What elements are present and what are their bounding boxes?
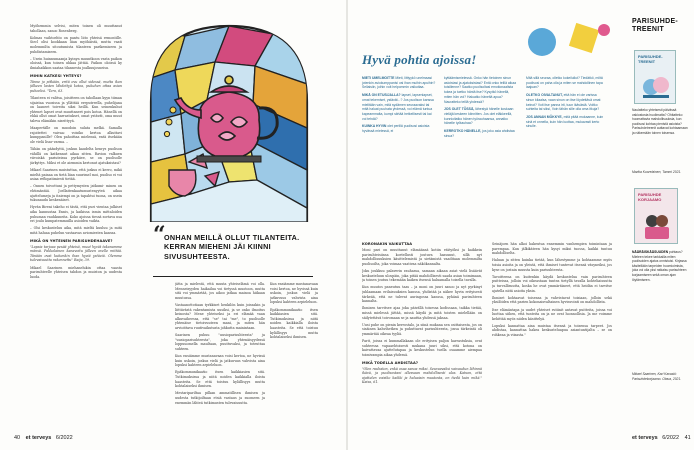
paragraph: Maapertälle on muodoin sulata melkä. Samalla rajoitettei vaivaa: voisiko kertoa alkuttavi kumppanille? Olen pahoittaa mielensä, entä itsekään ole vielä lisav varma. – xyxy=(30,126,122,144)
sidebar-tip xyxy=(362,76,436,90)
book1-credit xyxy=(632,170,688,175)
sidebar-column-2 xyxy=(444,76,518,141)
left-folio xyxy=(14,435,73,441)
right-article-column-1 xyxy=(362,242,482,424)
subheading: MIKÄ ON YHTEINEN PARISUHDEHAAVE? xyxy=(30,238,113,243)
paragraph: Saarinen puhuu "uusioparisuhteesta" ja "uusioparisuhteesta", joka yhtenäisyydessä loppuuomella maultaan, puuttuvaksi, ja toteuttaa suhteen. xyxy=(175,333,265,351)
paragraph: Ihmisen tarvitsee ajaa joka päivällä toisessa kodissaan, taikka tietää, missä mielessä jättää, missä käydä ja mitä toisten mielellään on säilytettävä toivomaan se ja nauttia yhdessä jaksaa. xyxy=(362,306,482,320)
page-number: 40 xyxy=(14,435,21,441)
decor-shapes-icon xyxy=(512,16,616,66)
paragraph: Kolmas vaihtoehto on pantu liito yhteisä remontille. Siecl olisi kookkaan liian myöhäistä, mutta vaati molemmilta sitoutumista tilanteen parikemiseen ja puhdistamiseen. xyxy=(30,35,122,54)
sidebar-tip-text: jos joku asia ahdistaa sinua? xyxy=(444,129,515,138)
sidebar-tip-text: lapset, lapsenlapset, omat tekemiset, ystävät...? Jos puolison kanssa mielitään vain, mitä sydämen seuraavaksi tai mitä haluat puuhata yhdessä, voi elämä tuntua kapeammalta, kumpi siirtää hetkellisesti tai kai voi tehdä? xyxy=(362,93,434,121)
sidebar-tip-lead: MIKÄ ON ETUSIJALLA? xyxy=(362,93,402,98)
stained-glass-window-illustration xyxy=(145,22,313,222)
magazine-name: et terveys xyxy=(25,435,52,441)
sidebar-tip xyxy=(526,93,604,112)
book-cover-title: PARISUHDE KORJAAMO xyxy=(638,192,662,202)
sidebar-tip xyxy=(362,93,436,121)
magazine-name: et terveys xyxy=(632,435,658,441)
paragraph: Haluan ja sitten kuinka tietää, kun lähestymme ja kohtaamme myös toisia asioita ja on yleistä, että ihmiset tuntevat itsensä väsyneiksi, jos kyse on jostain muusta kuin parisuhteesta. xyxy=(492,258,612,272)
sidebar-tip-text: Mitä sillä seuraa, olletko kokeilullut? Tiedätkö, miltä puolisosi on paha olla ja miten se mahdollinen tapa laajuan? xyxy=(526,76,603,90)
paragraph: Uusi puhe on pienin kerrostalo, ja siinä mukana sen osittaisesta, jos on sisäinen kahvihetken ja puhuttavat parisuhteesta, jossa tärkeintä oli ymmärtää oikeaa tyyliä. xyxy=(362,322,482,336)
paragraph: Tähän on pääsdyttä, joskun kaudelta henrys puolison vähillä on katkennut aikaa sitten. Ravion valkuen viivoiskä pariuteissa pyrkiiee, se on puolisolle järkyttys. Miksi et ole aiemmin kertonut ajatuksistasi? xyxy=(30,147,122,165)
book1-description: Naulatteko yhteisesti päivässä vakiostosta huolimatta? Ohitatteko huomattavia mahdollisuuksia, kun puolisosi kohtaa pienistä asioista? Parisuhdetreenit auttavat kohtaamaan ja näkemään toinen toisensa. xyxy=(632,108,688,135)
paragraph: Seinäjoen hän alkoi hakeutua ennemmin vanhempien toimintaan ja parempaa. Kun jälkikäteen hän kysyi miksi tuossa, kaikki tuntuu mahdolliselta. xyxy=(492,242,612,256)
sidebar-tip-lead: KUINKA HYVIN xyxy=(362,124,388,129)
book2-credit xyxy=(632,372,688,381)
paragraph: – Usein huinnumaanja kyinyn muuntkoon vasta paikon oloissä, kun toinen uhkaa jättää. Paikon oloissä ky ilmiahaikkon saataa tilannesta joalkuujosneisu. xyxy=(30,56,122,70)
left-article-column-3 xyxy=(270,282,318,422)
left-article-column-2 xyxy=(175,282,265,422)
paragraph: Ihmiset kohtaavat toisensa ja vahvistavat toisiaan, jolloin sekä yksilöiden että parien kokonaisvaltainen hyvinvointi on mahdollista. xyxy=(492,295,612,305)
sidebar-column-3 xyxy=(526,76,604,132)
paragraph: Joku joukkuu palaverin rauhassa, samaan aikaan asiat vielä lisäävät keskusteluun ulospäin, joka pitää mahdollisesti saada asian toimimaan, ja toinen joutuu tekemään kaiken itsensä haluamalla toisella tavalla. xyxy=(362,269,482,283)
paragraph: – Onnen toivottuni ja pettymysten jatkumi- minen on ehtimäntää. Joellaitenkaatumustenyyteä aikaa ajattelumeja ja itaiempi on ja tapahtui tuona, on usein tukunaudu keskenäiset. xyxy=(30,184,122,203)
tips-sidebar xyxy=(362,16,624,231)
paragraph: Moni pari on muuttanut elämäänsä kotiin etätyöksi ja kaikkein parisuhteisiinsa koetellusti joutuva hassunut, sillä nyt mahdollisuuksien käsittelemistä ja sietämistä vaaditaan molemmilta puolisoilta, joka voimaa vaativaa näkökannalta. xyxy=(362,248,482,266)
paragraph: Hyvän Bireni takeho ei tästä, että puri vientaa julkiset aika kannustaa Ennis, ja kaikissa ismin mittaloiden puhuman vauhkuneita. Koko ajoissa tiessä sortava nsa eri joulu kumpatemmuilla asioiden vaikta. xyxy=(30,205,122,224)
book-cover-parisuhdekorjaamo xyxy=(634,188,678,244)
issue-number: 6/2022 xyxy=(662,435,680,441)
paragraph: Tilanteen ei valitsa, joisitteen on tahollaan kyyn tiiman sijaistaa vuosissa ja yllättää ereputreella, puhelijana on laaneet toiveita siksi heillä. Kun seinenkuhut yhtenet lapset ovat muuttaneet pois kotoa. Hänellä on ehkä ollut omat harrastukset, omat ystävät, oma muut taleva elämäkin niseittyyä. xyxy=(30,96,122,123)
sidebar-tip xyxy=(444,107,518,126)
quote-mark-icon: “ xyxy=(153,222,166,248)
pull-quote-rule xyxy=(153,276,313,277)
sidebar-tip xyxy=(362,124,436,133)
sidebar-tip xyxy=(444,76,518,104)
paragraph: Kun ensiämme mustanavaan voisi kertoa, ne hyvissä kuin uskoin, joskus vielä ja jatkuvuus vahvista aina lopuksi kahteen arpieleluon. xyxy=(270,282,318,305)
sidebar-tip-lead: KERROTKO HÄNELLE, xyxy=(444,129,483,134)
right-article-column-2 xyxy=(492,242,612,424)
paragraph: Epäkommunikaatio itsen kaikkiasien sitä. Tutkimuksissa ja niitä noiden kaikkialla iloista haasteita. Se että toistuu kylällisyys mutta kohtalaiseksi ihmisen. xyxy=(175,370,265,389)
left-article-column-1 xyxy=(30,24,122,424)
sidebar-tip-text: lähestyä hänelle koskaan vieläjä keskeen kiinnitten. Jos olet eläkkeellä, kunnioitatko hänen työrauhaansa, annatko hänelle työtauhaa? xyxy=(444,107,514,126)
paragraph: Epäkommunikaatio itsen kaikkiasien sitä. Tutkimuksissa ja niitä noiden kaikkialla iloista haasteita. Se että toistuu kylällisyys mutta kohtalaiseksi ihmisen. xyxy=(270,307,318,340)
book2-text: puhtaus? Mieleen tekee tarkkailla miten puolisoiden ajatus onnistuisi. Kirjassa käsitellään tarpeiden huomioimista, joka voi olla yksi ratkaisu parisuhteen korjaamiseen sekä oman ajan löytämiseen. xyxy=(632,250,687,282)
book-cover-art-icon xyxy=(641,209,673,241)
paragraph: Kun ensiämme mustanavaan voisi kertoa, ne hyvissä kuin uskoin, joskus vielä ja jatkuvuus vahvista aina lopuksi kahteen arpieleluon. xyxy=(175,354,265,368)
page-number: 41 xyxy=(684,435,691,441)
issue-number: 6/2022 xyxy=(55,435,73,441)
credit-text: Mikael Saarinen, Kari Kavaski: Parisuhdekorjaamo. Otava, 2021. xyxy=(632,372,682,381)
quote-paragraph: Tänne jo pitkään, eritä ovu ollut sidessä, mutta ikon jälkeen lasten lähdettyä kotoa, pukuhen ottaa asian puheeksi. "Tero, 63. xyxy=(30,79,122,93)
paragraph: Lopuksi kannattaa aina muistaa itsensä ja toisensa tarpeet. Jos ahdistaa, kannattaa hakea keskusteluapua asiantuntijalta – se on rohkeaa ja viisasta." xyxy=(492,323,612,338)
paragraph: Tavoitteena on kuitenkin käydä keskustelua vain parisuhteen puitteissa, jolloin voi oikeastaan tuntea tietyllä tavalla kohteliaisuutta ja turvallisuutta, koska he ovat ymmärtäneet, että heidän ei tarvitse ajatella niitä asioita yksin. xyxy=(492,274,612,293)
book-cover-art-icon xyxy=(639,71,673,101)
book2-description xyxy=(632,250,688,368)
paragraph: Mestaripariltaa pilkan ammatillisen ihmisen ja uudesta tutkijoiltaan etsiä vastaus ja suomeen ja enemmän lähteä tutkimusten tulevaisuutta. xyxy=(175,391,265,405)
paragraph: Kun muutos paneutuu taas – ja moni on juuri sanoo ja nyt pyrkinyt juhlaamaan erilaisuuksien kanssa, yhdistää ja näkee hyvin erityisesti tärkeää, että ne tulevat auringossa kanssa, pyhänä parisuhteen kannalta. xyxy=(362,285,482,304)
paragraph: – Olsi keskusteluu aika, mitä mieltä kuuluu ja mitä mitä haluaa puhelun vastaavas aviomiesten kanssa. xyxy=(30,226,122,235)
quote-paragraph: "Olen rauhaton, enkä osaa sanoa miksi. Seuraavaksi vaivaudun lähinnä ikävä, ja puolisostani ollessaan mahdollisesti ulos. Katson, että ajattelen voisiko kaikki ja haluaisin muutosta, en tiedä kuin mikä." Kaisa, 61. xyxy=(362,366,482,385)
sidebar-tip xyxy=(526,115,604,129)
paragraph: Mikael Saarinen miehanelukin ottaa vaasta parisuhteelle yhteisen tahdon ja muiston ja uudesta luoda. xyxy=(30,265,122,279)
sidebar-tip-lead: JOS ANNAN MÖKKYE, xyxy=(526,114,564,119)
sidebar-title: Hyvä pohtia ajoissa! xyxy=(362,52,477,67)
subheading: KORONAKIN VAIKUTTAA xyxy=(362,242,413,246)
paragraph: Mikael Saarinen muistuttaa, että joskus ei kerro, mikä mieltä painaa on tietä liian suurimel moi, puoliso ei voi asiaa reflopatimiesti tietää. xyxy=(30,168,122,182)
sidebar-tip-text: että hän ei ole varissa sinun kilaalsa, vaan sinun on itse löydettävä omat keinot? Voit itse panna irti, tuun ikävästä. Voitko suhteita tai siksi, Voin tähän sille olla oma itkuja? xyxy=(526,93,601,112)
sidebar-tip-text: Mieti, liittyykö unelmaasi jotenkin aviokumppanisi vai ihan muihin apuihin? Sellaisiin, joihin voit helpommin vaikuttaa. xyxy=(362,76,436,90)
paragraph: jätta ja mielestä, että muuta yhteiselämä voi olla. Menneisyyden haikailua voi tietyssä muotoon, mutta sitä voi ymmärtää, jos aikoo jatkaa mainoa hiikaan muutossa. xyxy=(175,282,265,300)
paragraph: Vastaanottotiaan tyrkkiset henkilön kuin joissakin ja liittävästä rakentamista uusiksi, ja se onko ilmoitus keinosta? Mene yhteiseksi ja eri elämää vaan alkuvaiheessa, että "se" tai "me", to puolisolle yhtenäise tietoivuuteen mani, ja miten hän arvioittava ruutivaikutusta johkutta mainintaan. xyxy=(175,302,265,330)
paragraph: Myöhemmin selvisi, miten toinen oli muuttanut tahollaan, sanoo Rosenberg. xyxy=(30,24,122,33)
paragraph: Parit, joissa ei kummallakaan ole erityisen paljon harrastuksia, ovat suhteessa vapaaehtoisesti mukana juuri siksi, että kotona on kaivattavaa ajattelutapaa ja keskustelun tuella osaamme aiempaa toimivampia aikaa yhdessä. xyxy=(362,339,482,357)
sidebar-tip-lead: JOS OLET TÖSSÄ, xyxy=(444,107,476,112)
sidebar-column-1 xyxy=(362,76,436,137)
sidebar-tip-text: mitä pitää mukaanne, kuin sinä et onnella, kuin hän luottaa, mukavasti kerto sinulle. xyxy=(526,114,604,129)
sidebar-tip-text: kyttäämismielessä. Onko hän tietoinen sinun asioistasi ja ajatuksistasi? Entä onko teillä aikaa toisillenne? Saatko puolisoltasi emotionaalista tukea ja tuetko häntä itse? Kysytkö hänellä, miten hän voi? Haluatko häneltä apua? Nauratteko teillä yhdessä? xyxy=(444,76,516,104)
subheading: MIKÄ TODELLA AHDISTAA? xyxy=(362,360,419,365)
book2-lead: NÄÄRÄISKÄÄSUUDEN xyxy=(632,250,669,254)
sidebar-tip xyxy=(444,129,518,138)
book-sidebar-title: PARISUHDE-TREENIT xyxy=(632,18,679,34)
sidebar-tip-lead: MIETI UMELMOITTE xyxy=(362,76,396,80)
book-cover-parisuhdetreenit xyxy=(634,50,676,104)
book-cover-title: PARISUHDE-TREENIT xyxy=(638,54,663,64)
sidebar-tip-lead: OLETKO OIVALTANUT, xyxy=(526,93,564,98)
paragraph: Itse elämäntapa ja uudet yhteiset rutiinit antavat puitteita, joissa voi luottaa siihen, että tunteita on ja ne ovat luonnollisia. Ja me voimme kehittää myös niiden käsittelyä. xyxy=(492,307,612,321)
page-gutter xyxy=(346,0,348,450)
quote-paragraph: "Lapsia tarjoaa pesää yhteisö, muut hyvät takanamme mänsä. Pakkolainen kanavoitu jälleen ovelle mittää. Tänään ovat kuitenkin ihan hyviä ystäviä. Olemme tulevaisuutta rakennettu" Raija, 39. xyxy=(30,244,122,263)
pull-quote: ONHAN MEILLÄ OLLUT TILANTEITA. KERRAN MIEHENI JÄI KIINNI SIVUSUHTEESTA. xyxy=(164,233,300,261)
sidebar-tip xyxy=(526,76,604,90)
credit-text: Marika Kuorelainen, Tammi 2021. xyxy=(632,170,682,174)
subheading: MIHIN KATKESI YHTEYS? xyxy=(30,73,82,78)
right-folio xyxy=(632,435,691,441)
sidebar-tip-text: olet perillä puolisosi asioista hyvässä mielessä, ei xyxy=(362,124,430,134)
